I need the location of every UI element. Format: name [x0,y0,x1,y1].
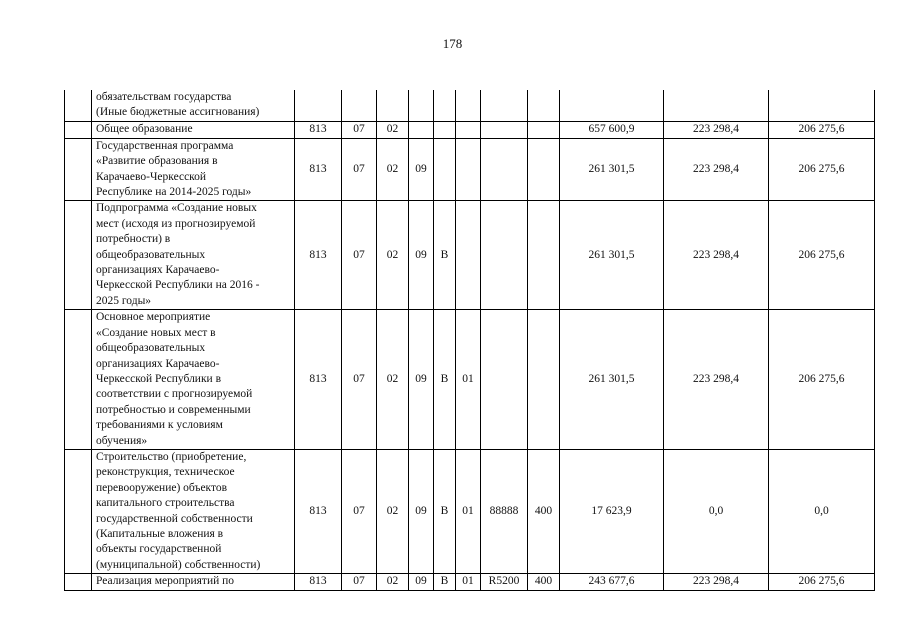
sum-2020-cell [769,90,875,121]
item-name-cell: Основное мероприятие «Создание новых мест в общеобразовательных организациях Карачаево- Черкесской Республики в соответствии с прогнозируемой потребностью и современными требованиями к условиям обучения» [92,310,295,450]
ministry-code-cell: 813 [295,121,342,138]
event-cell: 01 [456,310,481,450]
event-cell [456,90,481,121]
item-name-cell: Подпрограмма «Создание новых мест (исходя из прогнозируемой потребности) в общеобразовательных организациях Карачаево- Черкесской Республики на 2016 - 2025 годы» [92,201,295,310]
subsection-cell: 02 [377,574,409,591]
section-cell: 07 [342,121,377,138]
sum-2020-cell: 206 275,6 [769,121,875,138]
budget-table [64,90,875,591]
sum-2018-cell: 261 301,5 [560,201,664,310]
sum-2019-cell [664,90,769,121]
table-row [65,138,875,201]
program-cell: 09 [409,574,434,591]
sum-2019-cell: 223 298,4 [664,121,769,138]
direction-cell [481,90,528,121]
sum-2019-cell: 223 298,4 [664,201,769,310]
sum-2019-cell: 223 298,4 [664,138,769,201]
ministry-code-cell: 813 [295,574,342,591]
program-cell: 09 [409,310,434,450]
sum-2020-cell: 206 275,6 [769,310,875,450]
event-cell: 01 [456,574,481,591]
section-cell: 07 [342,138,377,201]
ministry-code-cell: 813 [295,201,342,310]
program-cell: 09 [409,449,434,573]
expense-type-cell [528,90,560,121]
sum-2019-cell: 0,0 [664,449,769,573]
event-cell [456,121,481,138]
row-number-cell [65,90,92,121]
sum-2018-cell: 243 677,6 [560,574,664,591]
item-name-cell: Реализация мероприятий по [92,574,295,591]
row-number-cell [65,449,92,573]
table-row [65,310,875,450]
table-row [65,201,875,310]
program-cell [409,90,434,121]
event-cell: 01 [456,449,481,573]
subprogram-cell: В [434,310,456,450]
expense-type-cell [528,138,560,201]
page-number: 178 [442,36,463,51]
subprogram-cell [434,138,456,201]
section-cell: 07 [342,449,377,573]
sum-2018-cell: 261 301,5 [560,138,664,201]
direction-cell [481,310,528,450]
expense-type-cell [528,201,560,310]
item-name-cell: Общее образование [92,121,295,138]
section-cell: 07 [342,574,377,591]
expense-type-cell: 400 [528,449,560,573]
subprogram-cell: В [434,574,456,591]
sum-2020-cell: 206 275,6 [769,201,875,310]
direction-cell: 88888 [481,449,528,573]
subsection-cell [377,90,409,121]
table-row [65,574,875,591]
row-number-cell [65,310,92,450]
sum-2020-cell: 0,0 [769,449,875,573]
subsection-cell: 02 [377,121,409,138]
program-cell [409,121,434,138]
sum-2018-cell: 17 623,9 [560,449,664,573]
table-row [65,121,875,138]
ministry-code-cell: 813 [295,138,342,201]
section-cell: 07 [342,310,377,450]
expense-type-cell: 400 [528,574,560,591]
subsection-cell: 02 [377,138,409,201]
item-name-cell: обязательствам государства (Иные бюджетные ассигнования) [92,90,295,121]
subprogram-cell: В [434,201,456,310]
direction-cell [481,201,528,310]
event-cell [456,138,481,201]
event-cell [456,201,481,310]
subprogram-cell [434,121,456,138]
section-cell: 07 [342,201,377,310]
subprogram-cell: В [434,449,456,573]
sum-2018-cell: 657 600,9 [560,121,664,138]
direction-cell: R5200 [481,574,528,591]
row-number-cell [65,121,92,138]
row-number-cell [65,138,92,201]
table-row [65,449,875,573]
ministry-code-cell: 813 [295,310,342,450]
row-number-cell [65,574,92,591]
item-name-cell: Государственная программа «Развитие образования в Карачаево-Черкесской Республике на 2014-2025 годы» [92,138,295,201]
subsection-cell: 02 [377,201,409,310]
sum-2019-cell: 223 298,4 [664,574,769,591]
ministry-code-cell [295,90,342,121]
direction-cell [481,138,528,201]
item-name-cell: Строительство (приобретение, реконструкция, техническое перевооружение) объектов капитального строительства государственной собственности (Капитальные вложения в объекты государственной (муниципальной) собственности) [92,449,295,573]
sum-2018-cell [560,90,664,121]
expense-type-cell [528,310,560,450]
direction-cell [481,121,528,138]
program-cell: 09 [409,138,434,201]
sum-2020-cell: 206 275,6 [769,138,875,201]
subprogram-cell [434,90,456,121]
table-row [65,90,875,121]
sum-2019-cell: 223 298,4 [664,310,769,450]
subsection-cell: 02 [377,310,409,450]
section-cell [342,90,377,121]
row-number-cell [65,201,92,310]
expense-type-cell [528,121,560,138]
program-cell: 09 [409,201,434,310]
sum-2018-cell: 261 301,5 [560,310,664,450]
subsection-cell: 02 [377,449,409,573]
ministry-code-cell: 813 [295,449,342,573]
sum-2020-cell: 206 275,6 [769,574,875,591]
